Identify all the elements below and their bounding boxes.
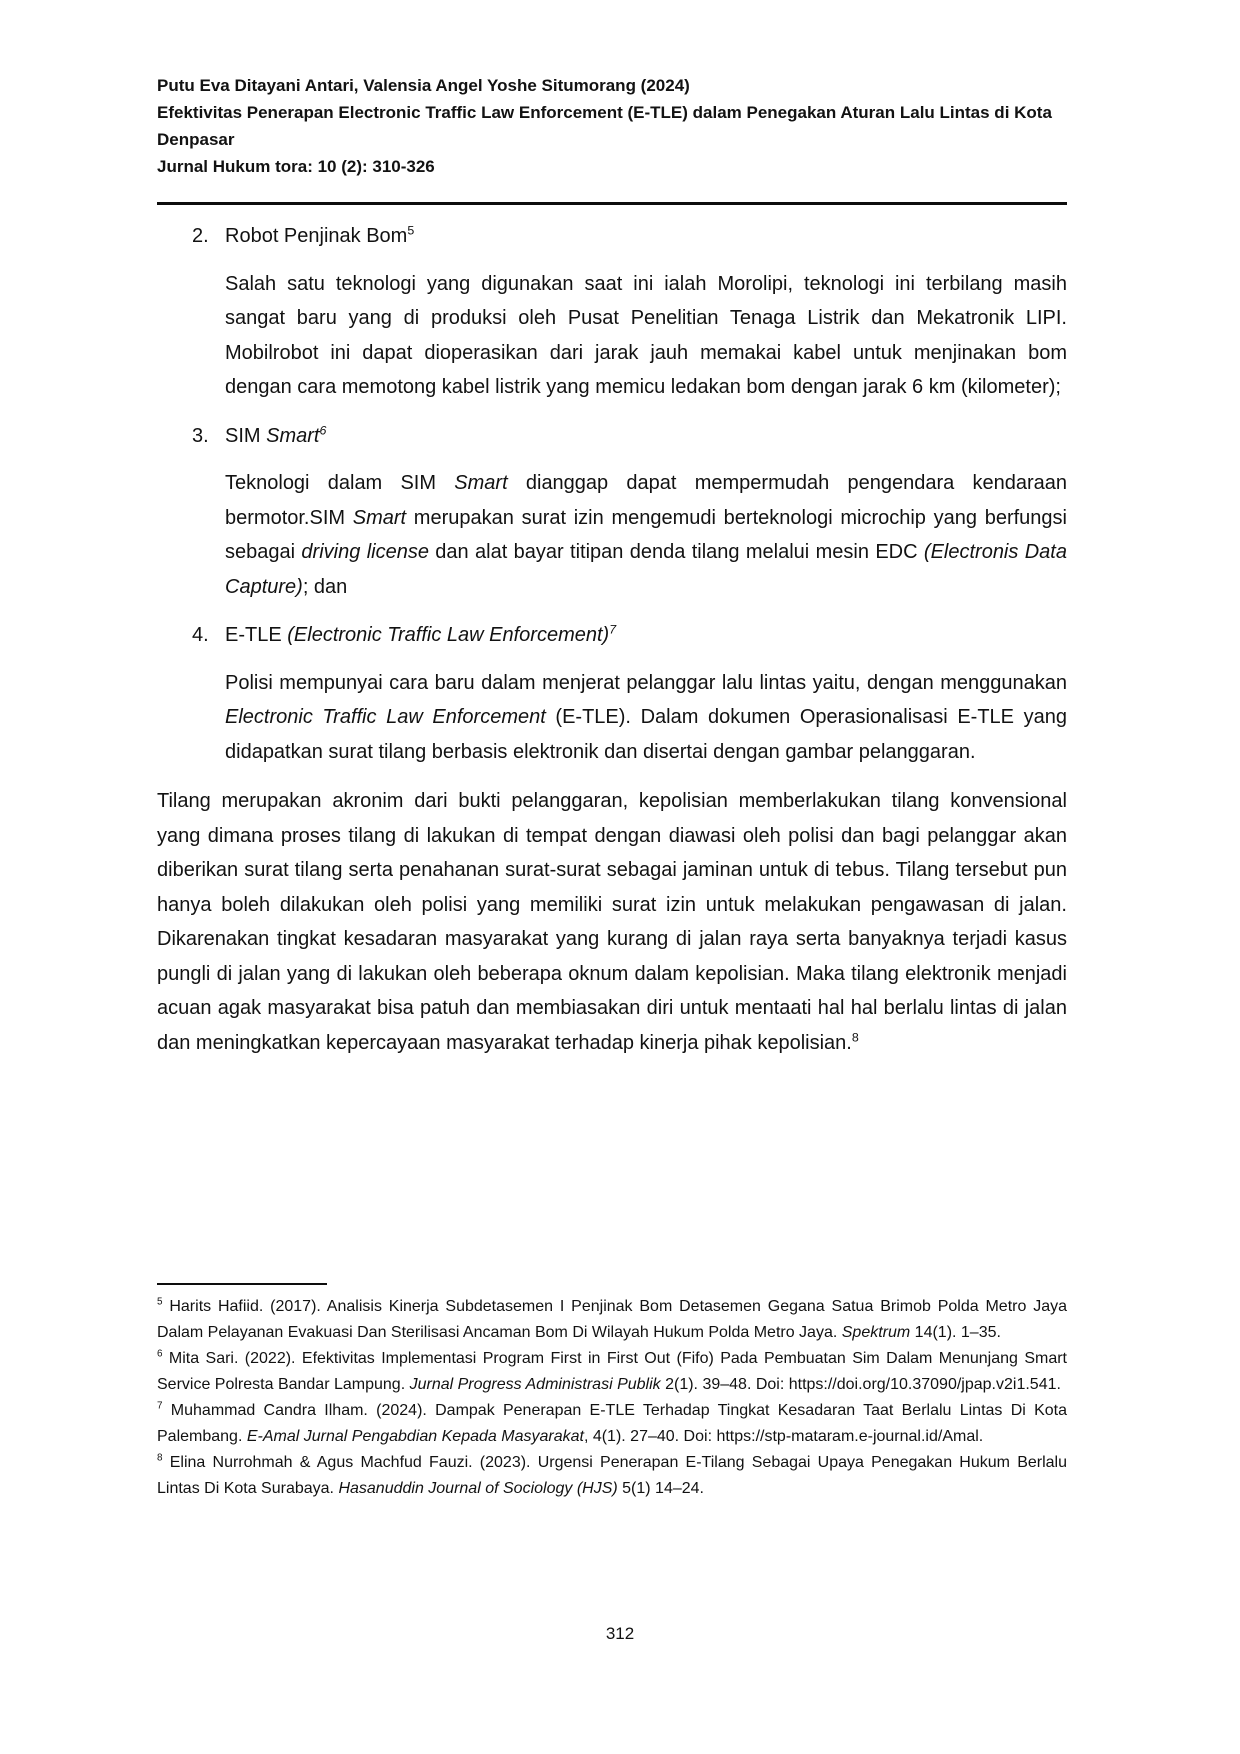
footnote-text: Mita Sari. (2022). Efektivitas Implementasi Program First in First Out (Fifo) Pada Pembuatan Sim Dalam Menunjang Smart Service Polresta Bandar Lampung. Jurnal Progress Administrasi Publik 2(1). 39–48. Doi: https://doi.org/10.37090/jpap.v2i1.541. [157, 1350, 1067, 1393]
list-item-paragraph: Salah satu teknologi yang digunakan saat ini ialah Morolipi, teknologi ini terbilang masih sangat baru yang di produksi oleh Pusat Penelitian Tenaga Listrik dan Mekatronik LIPI. Mobilrobot ini dapat dioperasikan dari jarak jauh memakai kabel untuk menjinakan bom dengan cara memotong kabel listrik yang memicu ledakan bom dengan jarak 6 km (kilometer); [225, 272, 1067, 398]
list-item-paragraph: Teknologi dalam SIM Smart dianggap dapat mempermudah pengendara kendaraan bermotor.SIM Smart merupakan surat izin mengemudi berteknologi microchip yang berfungsi sebagai driving license dan alat bayar titipan denda tilang melalui mesin EDC (Electronis Data Capture); dan [225, 472, 1067, 598]
footnote-text: Muhammad Candra Ilham. (2024). Dampak Penerapan E-TLE Terhadap Tingkat Kesadaran Taat Berlalu Lintas Di Kota Palembang. E-Amal Jurnal Pengabdian Kepada Masyarakat, 4(1). 27–40. Doi: https://stp-mataram.e-journal.id/Amal. [157, 1402, 1067, 1445]
body-paragraph-tilang: Tilang merupakan akronim dari bukti pelanggaran, kepolisian memberlakukan tilang konvensional yang dimana proses tilang di lakukan di tempat dengan diawasi oleh polisi dan bagi pelanggar akan diberikan surat tilang serta penahanan surat-surat sebagai jaminan untuk di tebus. Tilang tersebut pun hanya boleh dilakukan oleh polisi yang memiliki surat izin untuk melakukan pengawasan di jalan. Dikarenakan tingkat kesadaran masyarakat yang kurang di jalan raya serta banyaknya terjadi kasus pungli di jalan yang di lakukan oleh beberapa oknum dalam kepolisian. Maka tilang elektronik menjadi acuan agak masyarakat bisa patuh dan membiasakan diri untuk mentaati hal hal berlalu lintas di jalan dan meningkatkan kepercayaan masyarakat terhadap kinerja pihak kepolisian.$^8$ [157, 790, 1067, 1054]
footnote-number: 8 [157, 1452, 163, 1464]
footnote-number: 7 [157, 1400, 163, 1412]
header-divider [157, 202, 1067, 205]
header-journal-info: Jurnal Hukum tora: 10 (2): 310-326 [157, 157, 435, 176]
header-article-title: Efektivitas Penerapan Electronic Traffic Law Enforcement (E-TLE) dalam Penegakan Aturan Lalu Lintas di Kota Denpasar [157, 103, 1052, 149]
list-item-heading [192, 219, 1067, 254]
list-item-heading [192, 419, 1067, 454]
list-item-number: 4. [192, 624, 209, 646]
header-authors: Putu Eva Ditayani Antari, Valensia Angel Yoshe Situmorang (2024) [157, 76, 690, 95]
footnote-5 [157, 1294, 1067, 1346]
list-item-paragraph: Polisi mempunyai cara baru dalam menjerat pelanggar lalu lintas yaitu, dengan menggunakan Electronic Traffic Law Enforcement (E-TLE). Dalam dokumen Operasionalisasi E-TLE yang didapatkan surat tilang berbasis elektronik dan disertai dengan gambar pelanggaran. [225, 671, 1067, 763]
footnote-8 [157, 1450, 1067, 1502]
list-item-robot-penjinak-bom [157, 219, 1067, 405]
footnote-text: Harits Hafiid. (2017). Analisis Kinerja Subdetasemen I Penjinak Bom Detasemen Gegana Satua Brimob Polda Metro Jaya Dalam Pelayanan Evakuasi Dan Sterilisasi Ancaman Bom Di Wilayah Hukum Polda Metro Jaya. Spektrum 14(1). 1–35. [157, 1298, 1067, 1341]
footnote-6 [157, 1346, 1067, 1398]
list-item-etle [157, 618, 1067, 769]
page-content [157, 72, 1067, 1060]
footnotes-section [157, 1283, 1067, 1502]
running-header [157, 72, 1067, 180]
footnote-text: Elina Nurrohmah & Agus Machfud Fauzi. (2023). Urgensi Penerapan E-Tilang Sebagai Upaya Penegakan Hukum Berlalu Lintas Di Kota Surabaya. Hasanuddin Journal of Sociology (HJS) 5(1) 14–24. [157, 1454, 1067, 1497]
list-item-title: Robot Penjinak Bom$^5$ [225, 223, 415, 247]
list-item-heading [192, 618, 1067, 653]
footnote-number: 6 [157, 1348, 163, 1360]
list-item-number: 2. [192, 225, 209, 247]
list-item-sim-smart [157, 419, 1067, 605]
page-number: 312 [605, 1624, 635, 1643]
footnote-7 [157, 1398, 1067, 1450]
list-item-number: 3. [192, 424, 209, 447]
list-item-title: E-TLE (Electronic Traffic Law Enforcement)$^7$ [225, 622, 617, 646]
footnote-number: 5 [157, 1296, 163, 1308]
list-item-title: SIM Smart$^6$ [225, 422, 327, 447]
footnote-divider [157, 1283, 327, 1285]
